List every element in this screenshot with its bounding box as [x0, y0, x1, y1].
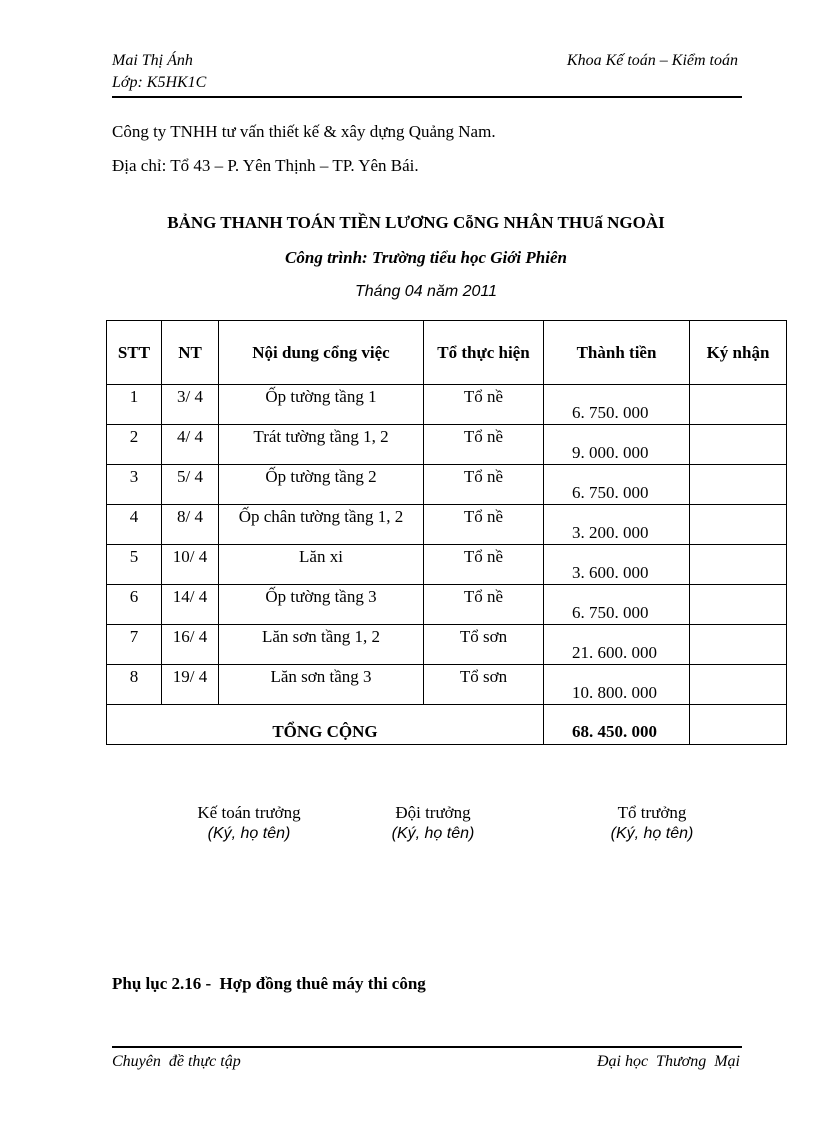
col-header-sign: Ký nhận — [690, 321, 787, 385]
cell-amount: 3. 200. 000 — [544, 505, 690, 545]
cell-stt: 4 — [107, 505, 162, 545]
table-row — [107, 545, 787, 585]
period: Tháng 04 năm 2011 — [354, 283, 498, 300]
signature-role: Tổ trưởng — [617, 803, 687, 822]
cell-sign — [690, 425, 787, 465]
table-row — [107, 585, 787, 625]
cell-stt: 7 — [107, 625, 162, 665]
cell-sign — [690, 665, 787, 705]
cell-amount: 6. 750. 000 — [544, 465, 690, 505]
cell-nt: 16/ 4 — [162, 625, 219, 665]
cell-sign — [690, 505, 787, 545]
signature-note: (Ký, họ tên) — [207, 825, 291, 842]
cell-nt: 8/ 4 — [162, 505, 219, 545]
appendix-heading — [112, 974, 426, 994]
class-code: Lớp: K5HK1C — [112, 74, 207, 91]
col-header-stt: STT — [107, 321, 162, 385]
table-total-row — [107, 705, 787, 745]
cell-nt: 14/ 4 — [162, 585, 219, 625]
cell-amount: 6. 750. 000 — [544, 385, 690, 425]
cell-stt: 6 — [107, 585, 162, 625]
cell-amount: 6. 750. 000 — [544, 585, 690, 625]
cell-team: Tổ sơn — [424, 625, 544, 665]
cell-amount: 21. 600. 000 — [544, 625, 690, 665]
cell-amount: 3. 600. 000 — [544, 545, 690, 585]
signature-role: Đội trưởng — [395, 803, 471, 822]
cell-stt: 5 — [107, 545, 162, 585]
table-row — [107, 385, 787, 425]
col-header-nt: NT — [162, 321, 219, 385]
header-rule — [112, 96, 742, 98]
signature-team-leader — [343, 803, 523, 843]
cell-stt: 1 — [107, 385, 162, 425]
cell-sign — [690, 545, 787, 585]
signature-note: (Ký, họ tên) — [391, 825, 475, 842]
cell-sign — [690, 625, 787, 665]
cell-team: Tổ sơn — [424, 665, 544, 705]
cell-nt: 3/ 4 — [162, 385, 219, 425]
company-name: Công ty TNHH tư vấn thiết kế & xây dựng Quảng Nam. — [112, 122, 496, 141]
author-name: Mai Thị Ánh — [112, 52, 193, 69]
cell-team: Tổ nề — [424, 385, 544, 425]
cell-sign — [690, 585, 787, 625]
cell-content: Ốp tường tầng 2 — [219, 465, 424, 505]
footer-left: Chuyên đề thực tập — [112, 1053, 241, 1070]
cell-team: Tổ nề — [424, 545, 544, 585]
cell-stt: 3 — [107, 465, 162, 505]
total-label: TỔNG CỘNG — [107, 705, 544, 745]
cell-sign — [690, 385, 787, 425]
company-address: Địa chỉ: Tổ 43 – P. Yên Thịnh – TP. Yên Bái. — [112, 156, 419, 175]
payroll-table — [106, 320, 787, 745]
cell-content: Lăn xi — [219, 545, 424, 585]
signature-group-leader — [562, 803, 742, 843]
cell-stt: 8 — [107, 665, 162, 705]
project-name: Công trình: Trường tiểu học Giới Phiên — [285, 248, 567, 267]
cell-content: Ốp chân tường tầng 1, 2 — [219, 505, 424, 545]
signature-role: Kế toán trưởng — [197, 803, 301, 822]
cell-nt: 4/ 4 — [162, 425, 219, 465]
cell-amount: 9. 000. 000 — [544, 425, 690, 465]
cell-nt: 19/ 4 — [162, 665, 219, 705]
total-sign — [690, 705, 787, 745]
table-row — [107, 625, 787, 665]
signature-note: (Ký, họ tên) — [610, 825, 694, 842]
cell-content: Lăn sơn tầng 1, 2 — [219, 625, 424, 665]
cell-content: Ốp tường tầng 3 — [219, 585, 424, 625]
cell-nt: 10/ 4 — [162, 545, 219, 585]
signature-chief-accountant — [159, 803, 339, 843]
appendix-text: Hợp đồng thuê máy thi công — [219, 974, 426, 993]
footer-right: Đại học Thương Mại — [596, 1053, 740, 1070]
cell-team: Tổ nề — [424, 425, 544, 465]
cell-content: Lăn sơn tầng 3 — [219, 665, 424, 705]
col-header-team: Tổ thực hiện — [424, 321, 544, 385]
col-header-amount: Thành tiền — [544, 321, 690, 385]
cell-stt: 2 — [107, 425, 162, 465]
col-header-content: Nội dung cổng việc — [219, 321, 424, 385]
appendix-label: Phụ lục 2.16 - — [112, 974, 212, 993]
table-header-row — [107, 321, 787, 385]
cell-content: Trát tường tầng 1, 2 — [219, 425, 424, 465]
cell-sign — [690, 465, 787, 505]
total-amount: 68. 450. 000 — [544, 705, 690, 745]
table-row — [107, 465, 787, 505]
table-row — [107, 665, 787, 705]
cell-team: Tổ nề — [424, 585, 544, 625]
cell-amount: 10. 800. 000 — [544, 665, 690, 705]
table-row — [107, 505, 787, 545]
department-name: Khoa Kế toán – Kiểm toán — [566, 52, 738, 69]
cell-nt: 5/ 4 — [162, 465, 219, 505]
document-title: BẢNG THANH TOÁN TIỀN LƯƠNG CỗNG NHÂN THUấ NGOÀI — [167, 213, 665, 232]
cell-content: Ốp tường tầng 1 — [219, 385, 424, 425]
footer-rule — [112, 1046, 742, 1048]
table-row — [107, 425, 787, 465]
cell-team: Tổ nề — [424, 505, 544, 545]
cell-team: Tổ nề — [424, 465, 544, 505]
